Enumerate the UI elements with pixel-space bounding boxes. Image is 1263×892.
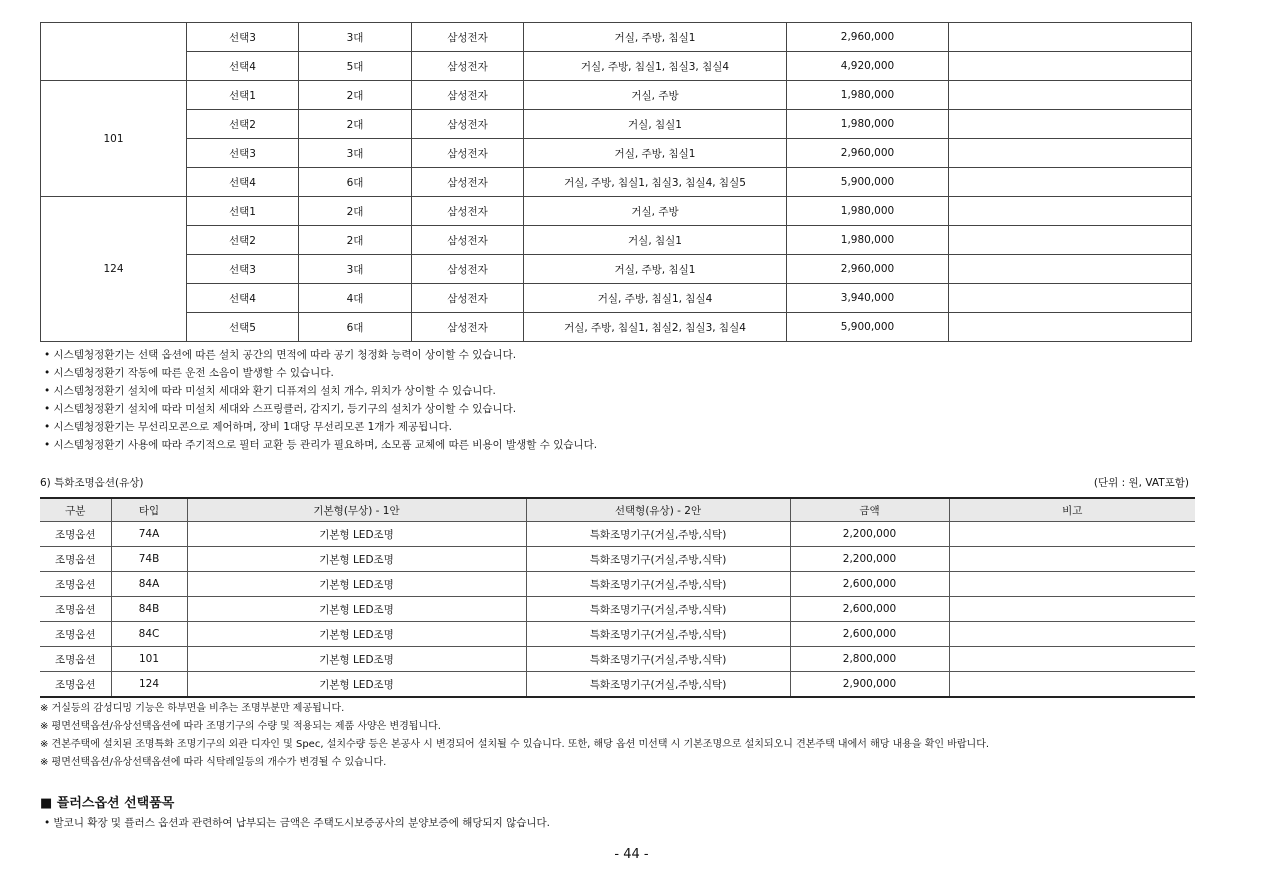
table-cell [949,110,1192,139]
table-row [41,284,1192,313]
table-row [40,672,1195,698]
table-cell [949,168,1192,197]
table-cell: 2,200,000 [790,522,949,547]
lighting-table-body [40,522,1195,698]
table-cell: 삼성전자 [412,313,524,342]
table-cell: 특화조명기구(거실,주방,식탁) [526,672,790,698]
table-cell [949,284,1192,313]
table-cell: 거실, 침실1 [524,110,787,139]
table-cell: 기본형 LED조명 [187,572,526,597]
table-cell: 거실, 주방 [524,197,787,226]
table-cell: 거실, 주방, 침실1 [524,139,787,168]
table-cell [949,647,1195,672]
table-cell: 조명옵션 [40,572,111,597]
table-cell: 1,980,000 [787,81,949,110]
table-cell [949,522,1195,547]
table-cell: 74B [111,547,187,572]
table-cell [949,547,1195,572]
table-row [41,52,1192,81]
table-cell: 2대 [299,197,412,226]
table-cell: 2대 [299,226,412,255]
table-cell: 2,960,000 [787,139,949,168]
table-cell: 선택1 [187,81,299,110]
table-cell: 조명옵션 [40,547,111,572]
table-cell: 4대 [299,284,412,313]
header-basic: 기본형(무상) - 1안 [187,498,526,522]
table-cell [949,672,1195,698]
table-cell: 기본형 LED조명 [187,672,526,698]
lighting-notes [40,700,989,772]
group-cell: 124 [41,197,187,342]
table-cell: 거실, 주방, 침실1, 침실4 [524,284,787,313]
table-cell [949,572,1195,597]
table-cell: 선택5 [187,313,299,342]
table-cell [949,255,1192,284]
header-optional: 선택형(유상) - 2안 [526,498,790,522]
table-row [41,197,1192,226]
table-cell: 기본형 LED조명 [187,547,526,572]
table-cell: 조명옵션 [40,622,111,647]
table-cell: 삼성전자 [412,110,524,139]
table-cell: 2,960,000 [787,255,949,284]
table-cell: 2,960,000 [787,23,949,52]
group-cell: 101 [41,81,187,197]
table-cell: 2,600,000 [790,597,949,622]
system-ventilation-table [40,22,1192,342]
table-cell: 5대 [299,52,412,81]
table-cell: 선택3 [187,23,299,52]
table-cell: 6대 [299,313,412,342]
header-remarks: 비고 [949,498,1195,522]
table-cell: 거실, 주방, 침실1, 침실3, 침실4 [524,52,787,81]
table-cell: 조명옵션 [40,597,111,622]
table-cell: 거실, 주방, 침실1 [524,255,787,284]
table-cell: 2,600,000 [790,572,949,597]
table-cell: 124 [111,672,187,698]
table-row [40,522,1195,547]
table-cell: 2대 [299,110,412,139]
table-cell [949,52,1192,81]
lighting-option-table [40,497,1195,698]
table-cell: 특화조명기구(거실,주방,식탁) [526,622,790,647]
table-cell: 특화조명기구(거실,주방,식탁) [526,647,790,672]
table-cell: 삼성전자 [412,284,524,313]
header-amount: 금액 [790,498,949,522]
table-cell: 기본형 LED조명 [187,522,526,547]
table-cell: 5,900,000 [787,168,949,197]
table-cell [949,23,1192,52]
page-number: - 44 - [614,847,649,862]
table-cell [949,313,1192,342]
table-cell: 삼성전자 [412,168,524,197]
table-row [41,226,1192,255]
table-cell [949,597,1195,622]
table-cell: 4,920,000 [787,52,949,81]
table-cell: 2,800,000 [790,647,949,672]
table-cell: 1,980,000 [787,110,949,139]
table-cell [949,226,1192,255]
table-cell: 5,900,000 [787,313,949,342]
table-cell: 선택4 [187,284,299,313]
table-row [41,23,1192,52]
lighting-note: ※ 거실등의 감성디밍 기능은 하부면을 비추는 조명부분만 제공됩니다. [40,703,345,714]
table-cell: 2,900,000 [790,672,949,698]
table-cell: 조명옵션 [40,522,111,547]
table-cell: 기본형 LED조명 [187,597,526,622]
table-row [41,81,1192,110]
table-row [40,647,1195,672]
table-row [40,547,1195,572]
unit-label: (단위 : 원, VAT포함) [1093,477,1189,489]
table-cell: 거실, 주방, 침실1 [524,23,787,52]
table-cell: 삼성전자 [412,197,524,226]
table-cell: 거실, 주방, 침실1, 침실3, 침실4, 침실5 [524,168,787,197]
table-cell: 6대 [299,168,412,197]
table-cell: 2대 [299,81,412,110]
table-row [40,572,1195,597]
table-cell: 선택3 [187,255,299,284]
table-cell: 2,200,000 [790,547,949,572]
table-cell: 특화조명기구(거실,주방,식탁) [526,572,790,597]
table-cell: 선택2 [187,226,299,255]
table-cell: 거실, 주방 [524,81,787,110]
group-cell [41,23,187,81]
lighting-section-title: 6) 특화조명옵션(유상) [40,477,144,489]
table-row [41,139,1192,168]
table-cell [949,139,1192,168]
table-cell: 3,940,000 [787,284,949,313]
system-note: • 시스템청정환기 설치에 따라 미설치 세대와 스프링클러, 감지기, 등기구의 설치가 상이할 수 있습니다. [44,403,517,415]
plus-option-note: • 발코니 확장 및 플러스 옵션과 관련하여 납부되는 금액은 주택도시보증공사의 분양보증에 해당되지 않습니다. [44,817,551,829]
table-cell: 3대 [299,139,412,168]
table-cell: 선택2 [187,110,299,139]
system-table-body [41,23,1192,342]
table-cell: 조명옵션 [40,647,111,672]
table-cell: 선택3 [187,139,299,168]
table-cell: 선택1 [187,197,299,226]
table-cell: 74A [111,522,187,547]
system-note: • 시스템청정환기는 선택 옵션에 따른 설치 공간의 면적에 따라 공기 청정화 능력이 상이할 수 있습니다. [44,349,517,361]
system-note: • 시스템청정환기 작동에 따른 운전 소음이 발생할 수 있습니다. [44,367,334,379]
table-header-row [40,498,1195,522]
table-row [41,110,1192,139]
table-cell: 삼성전자 [412,139,524,168]
table-cell: 선택4 [187,168,299,197]
table-cell: 기본형 LED조명 [187,647,526,672]
table-cell: 선택4 [187,52,299,81]
table-cell: 1,980,000 [787,226,949,255]
system-note: • 시스템청정환기 사용에 따라 주기적으로 필터 교환 등 관리가 필요하며, 소모품 교체에 따른 비용이 발생할 수 있습니다. [44,439,598,451]
plus-option-heading: ■ 플러스옵션 선택품목 [40,796,175,811]
table-cell: 1,980,000 [787,197,949,226]
table-cell: 84B [111,597,187,622]
system-note: • 시스템청정환기 설치에 따라 미설치 세대와 환기 디퓨져의 설치 개수, 위치가 상이할 수 있습니다. [44,385,496,397]
table-cell [949,197,1192,226]
table-cell: 3대 [299,23,412,52]
table-cell: 삼성전자 [412,52,524,81]
table-cell: 84A [111,572,187,597]
table-cell: 84C [111,622,187,647]
header-category: 구분 [40,498,111,522]
table-cell: 2,600,000 [790,622,949,647]
table-cell: 특화조명기구(거실,주방,식탁) [526,547,790,572]
table-row [41,168,1192,197]
table-cell [949,81,1192,110]
lighting-note: ※ 견본주택에 설치된 조명특화 조명기구의 외관 디자인 및 Spec, 설치수량 등은 본공사 시 변경되어 설치될 수 있습니다. 또한, 해당 옵션 미선택 시 기본조명으로 설치되오니 견본주택 내에서 해당 내용을 확인 바랍니다. [40,739,990,750]
table-cell: 기본형 LED조명 [187,622,526,647]
lighting-note: ※ 평면선택옵션/유상선택옵션에 따라 조명기구의 수량 및 적용되는 제품 사양은 변경됩니다. [40,721,441,732]
table-cell: 삼성전자 [412,81,524,110]
table-cell: 조명옵션 [40,672,111,698]
table-cell: 3대 [299,255,412,284]
table-cell: 101 [111,647,187,672]
table-cell [949,622,1195,647]
header-type: 타입 [111,498,187,522]
table-cell: 삼성전자 [412,255,524,284]
system-notes [44,346,597,454]
system-note: • 시스템청정환기는 무선리모콘으로 제어하며, 장비 1대당 무선리모콘 1개가 제공됩니다. [44,421,452,433]
table-cell: 삼성전자 [412,226,524,255]
lighting-note: ※ 평면선택옵션/유상선택옵션에 따라 식탁레일등의 개수가 변경될 수 있습니다. [40,757,387,768]
table-cell: 특화조명기구(거실,주방,식탁) [526,522,790,547]
table-cell: 삼성전자 [412,23,524,52]
table-cell: 특화조명기구(거실,주방,식탁) [526,597,790,622]
table-row [41,255,1192,284]
table-cell: 거실, 침실1 [524,226,787,255]
table-cell: 거실, 주방, 침실1, 침실2, 침실3, 침실4 [524,313,787,342]
table-row [40,597,1195,622]
table-row [41,313,1192,342]
table-row [40,622,1195,647]
